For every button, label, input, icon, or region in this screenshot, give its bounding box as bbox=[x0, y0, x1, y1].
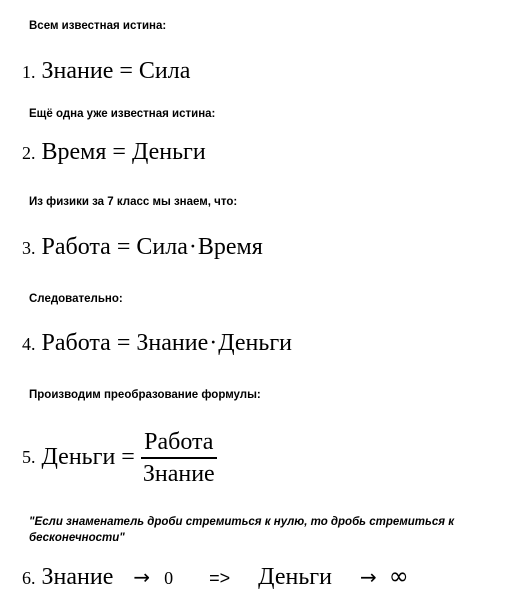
step-number: 5. bbox=[22, 447, 36, 468]
caption-step-2: Ещё одна уже известная истина: bbox=[29, 108, 216, 120]
formula-step-2 bbox=[22, 139, 206, 166]
equals-sign: = bbox=[112, 139, 126, 165]
implies-sign: => bbox=[209, 568, 231, 588]
term-rhs: Деньги bbox=[131, 139, 206, 165]
term-lhs: Работа bbox=[41, 330, 111, 356]
equals-sign: = bbox=[116, 330, 131, 356]
step-number: 2. bbox=[22, 143, 36, 163]
term-factor-b: Время bbox=[197, 234, 263, 260]
equals-sign: = bbox=[119, 58, 133, 84]
term-factor-a: Знание bbox=[136, 330, 209, 356]
caption-step-3: Из физики за 7 класс мы знаем, что: bbox=[29, 196, 238, 208]
term-lhs: Знание bbox=[41, 58, 114, 84]
term-left: Знание bbox=[41, 564, 114, 590]
infinity-icon: ∞ bbox=[388, 562, 409, 590]
caption-step-4: Следовательно: bbox=[29, 293, 123, 305]
formula-step-1 bbox=[22, 58, 190, 85]
term-lhs: Время bbox=[41, 139, 107, 165]
fraction bbox=[141, 428, 217, 488]
term-right: Деньги bbox=[258, 564, 332, 590]
multiply-dot: · bbox=[209, 330, 218, 356]
formula-step-6 bbox=[22, 562, 409, 591]
step-number: 1. bbox=[22, 62, 36, 82]
step-number: 4. bbox=[22, 334, 36, 354]
fraction-denominator: Знание bbox=[142, 460, 215, 487]
term-zero: 0 bbox=[164, 568, 174, 588]
term-factor-b: Деньги bbox=[218, 330, 293, 356]
formula-expression bbox=[42, 58, 191, 85]
formula-step-3 bbox=[22, 234, 263, 261]
equals-sign: = bbox=[121, 444, 135, 471]
formula-step-4 bbox=[22, 330, 292, 357]
caption-step-5: Производим преобразование формулы: bbox=[29, 389, 261, 401]
term-rhs: Сила bbox=[138, 58, 191, 84]
caption-step-1: Всем известная истина: bbox=[29, 20, 167, 32]
formula-step-5 bbox=[22, 428, 217, 488]
caption-step-6: "Если знаменатель дроби стремиться к нулю, то дробь стремиться к бесконечности" bbox=[29, 516, 455, 544]
multiply-dot: · bbox=[188, 234, 197, 260]
step-number: 3. bbox=[22, 238, 36, 258]
equals-sign: = bbox=[116, 234, 131, 260]
term-lhs: Деньги bbox=[41, 444, 116, 471]
right-arrow-icon: → bbox=[359, 565, 377, 589]
formula-expression bbox=[42, 139, 206, 166]
fraction-numerator: Работа bbox=[144, 429, 214, 455]
formula-expression bbox=[42, 330, 293, 357]
formula-expression bbox=[42, 234, 263, 261]
term-factor-a: Сила bbox=[136, 234, 188, 260]
step-number: 6. bbox=[22, 568, 36, 588]
term-lhs: Работа bbox=[41, 234, 111, 260]
right-arrow-icon: → bbox=[133, 565, 151, 589]
